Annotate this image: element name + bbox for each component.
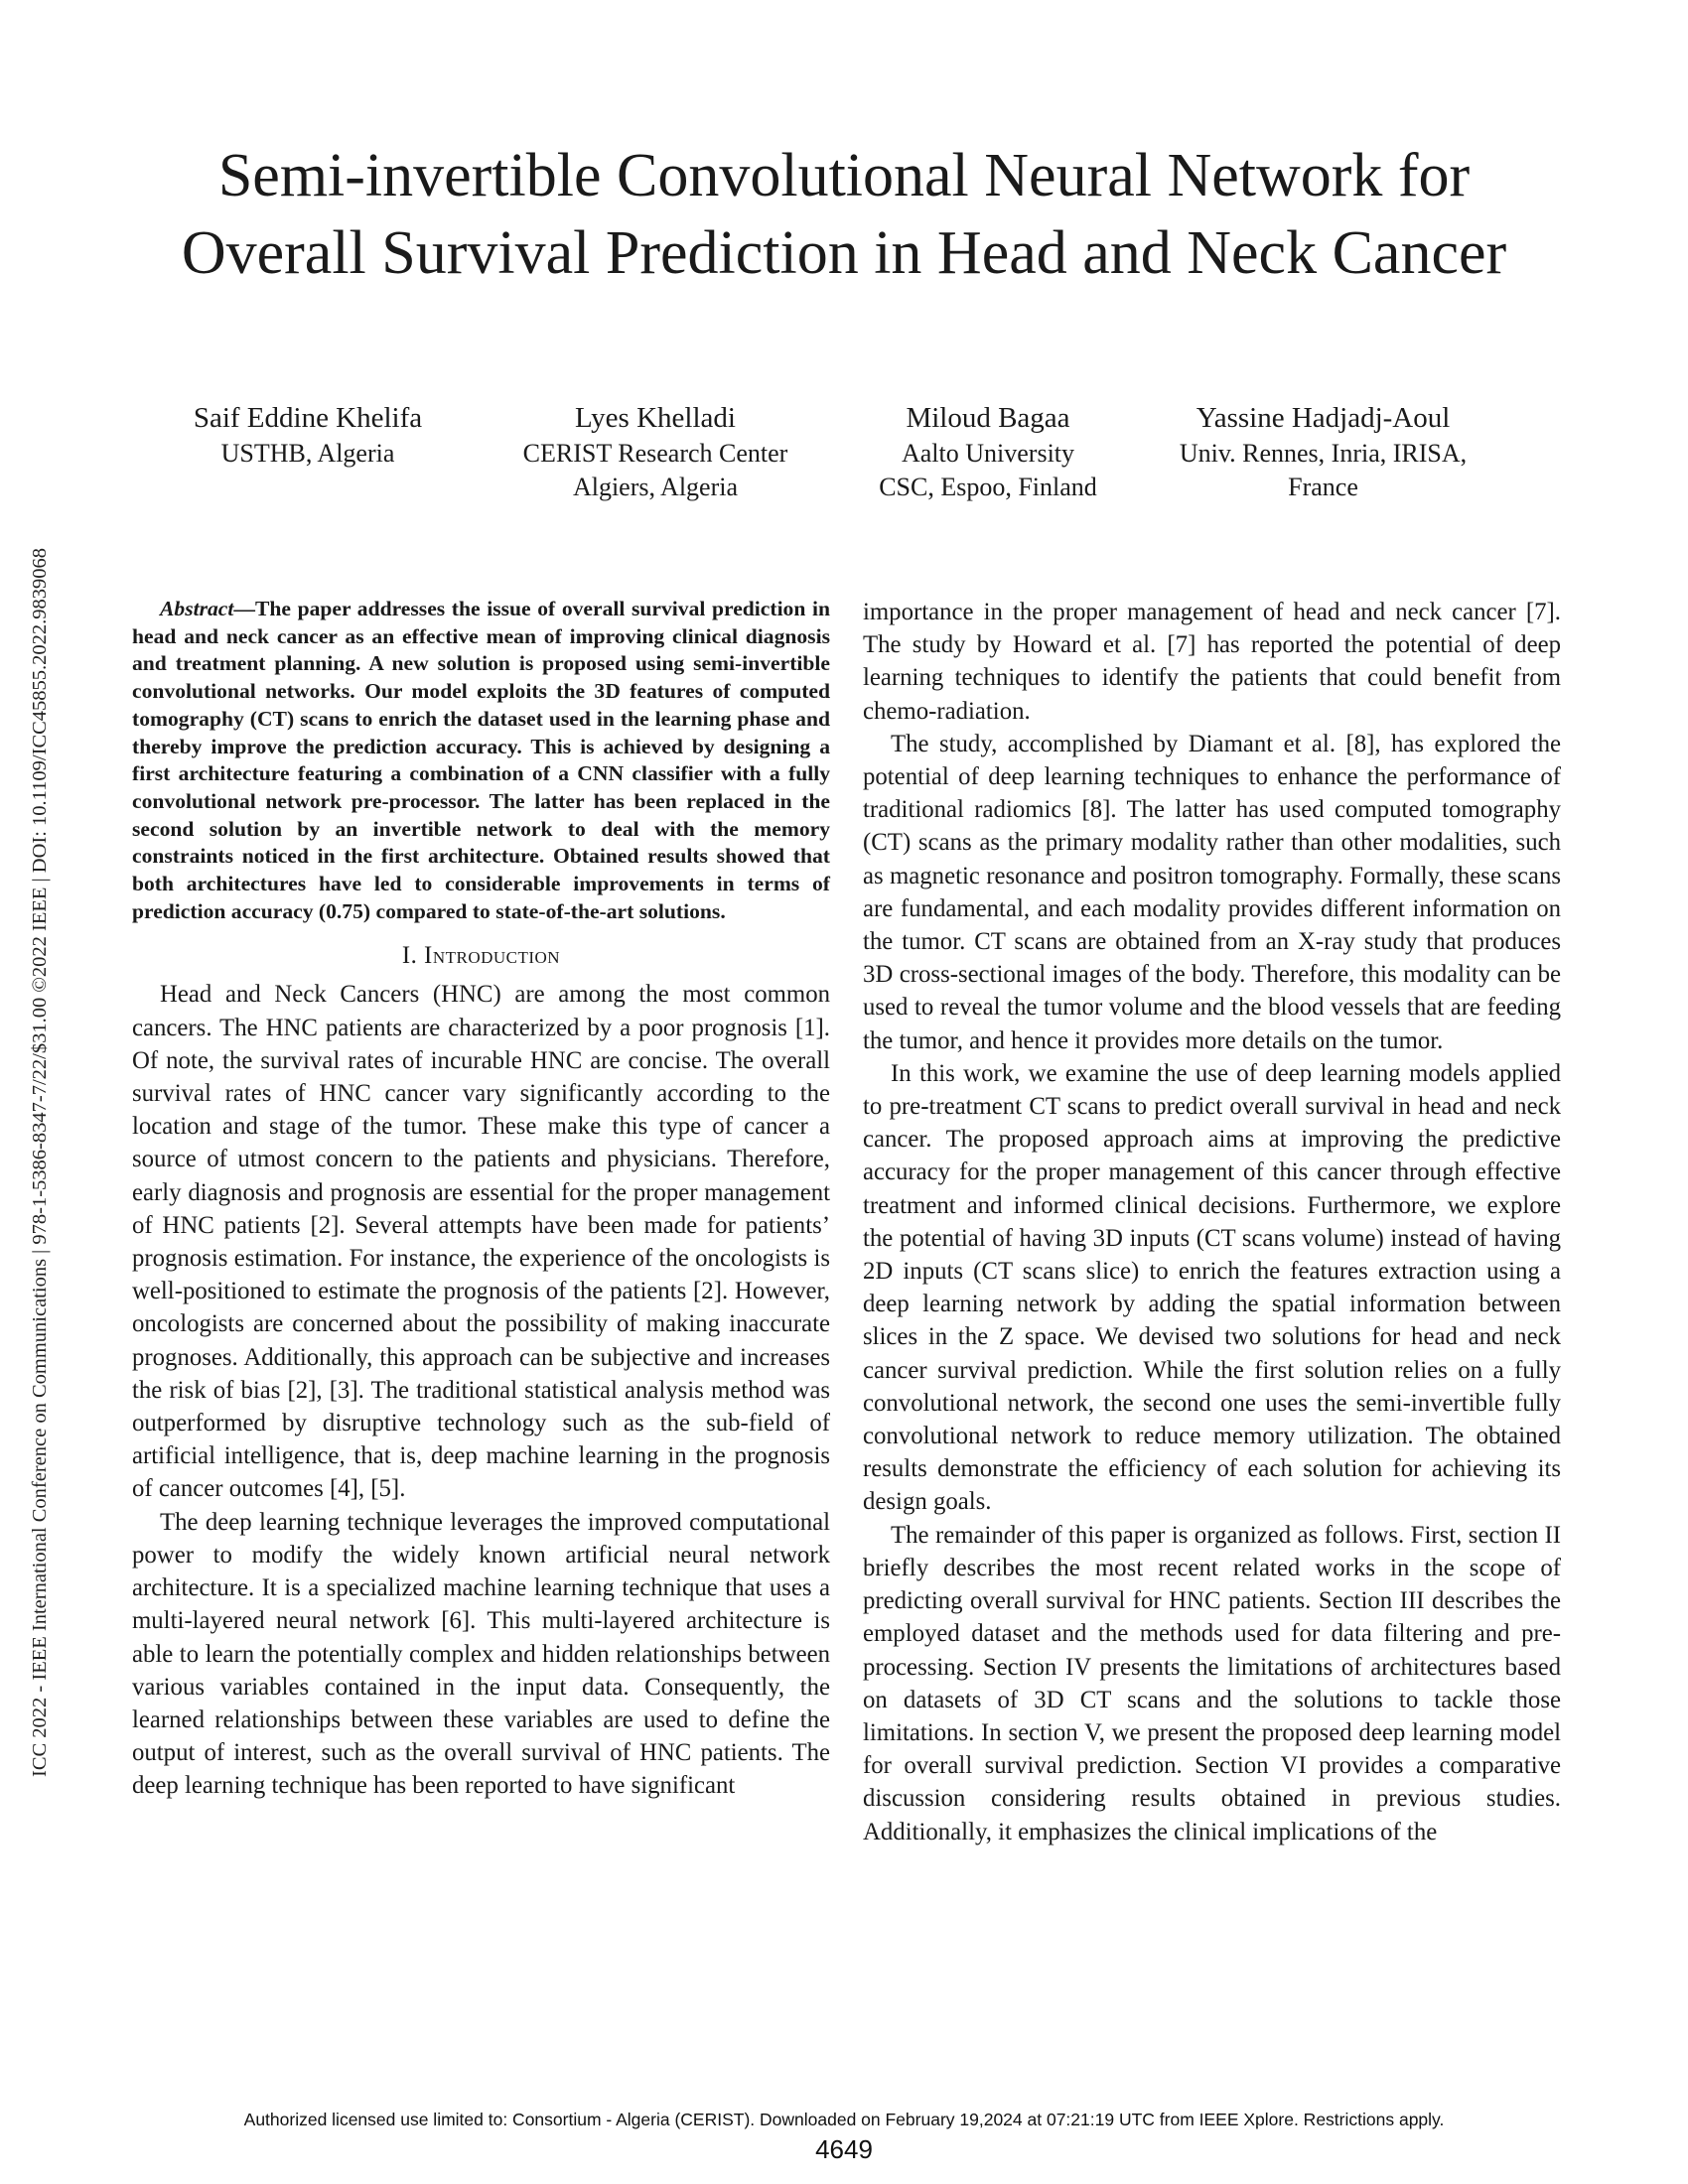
body-paragraph: The remainder of this paper is organized as follows. First, section II briefly describes the most recent related works in the scope of predicting overall survival for HNC patients. Section III describes the employed dataset and the methods used for data filtering and pre-processing. Section IV presents the limitations of architectures based on datasets of 3D CT scans and the solutions to tackle those limitations. In section V, we present the proposed deep learning model for overall survival prediction. Section VI provides a comparative discussion considering results obtained in previous studies. Additionally, it emphasizes the clinical implications of the xyxy=(863,1521,1561,1845)
author-4 xyxy=(1152,401,1494,504)
author-affiliation: Univ. Rennes, Inria, IRISA, xyxy=(1179,439,1468,468)
author-3 xyxy=(849,401,1127,504)
section-heading-introduction: I. Introduction xyxy=(401,942,561,970)
author-affiliation: USTHB, Algeria xyxy=(220,439,395,468)
author-affiliation-line2: CSC, Espoo, Finland xyxy=(879,473,1097,501)
author-affiliation: Aalto University xyxy=(901,439,1075,468)
author-name: Miloud Bagaa xyxy=(906,402,1070,434)
author-name: Yassine Hadjadj-Aoul xyxy=(1196,402,1451,434)
author-affiliation-line2: Algiers, Algeria xyxy=(572,473,739,501)
body-paragraph: In this work, we examine the use of deep learning models applied to pre-treatment CT scans to predict overall survival in head and neck cancer. The proposed approach aims at improving the predictive accuracy for the proper management of this cancer through effective treatment and informed clinical decisions. Furthermore, we explore the potential of having 3D inputs (CT scans volume) instead of having 2D inputs (CT scans slice) to enrich the features extraction using a deep learning network by adding the spatial information between slices in the Z space. We devised two solutions for head and neck cancer survival prediction. While the first solution relies on a fully convolutional network, the second one uses the semi-invertible fully convolutional network to reduce memory utilization. The obtained results demonstrate the efficiency of each solution for achieving its design goals. xyxy=(863,1059,1561,1516)
abstract-text: —The paper addresses the issue of overall survival prediction in head and neck cancer as an effective mean of improving clinical diagnosis and treatment planning. A new solution is proposed using semi-invertible convolutional networks. Our model exploits the 3D features of computed tomography (CT) scans to enrich the dataset used in the learning phase and thereby improve the prediction accuracy. This is achieved by designing a first architecture featuring a combination of a CNN classifier with a fully convolutional network pre-processor. The latter has been replaced in the second solution by an invertible network to deal with the memory constraints noticed in the first architecture. Obtained results showed that both architectures have led to considerable improvements in terms of prediction accuracy (0.75) compared to state-of-the-art solutions. xyxy=(132,597,830,923)
author-name: Saif Eddine Khelifa xyxy=(193,402,423,434)
body-paragraph: The study, accomplished by Diamant et al. [8], has explored the potential of deep learning techniques to enhance the performance of traditional radiomics [8]. The latter has used computed tomography (CT) scans as the primary modality rather than other modalities, such as magnetic resonance and positron tomography. Formally, these scans are fundamental, and each modality provides different information on the tumor. CT scans are obtained from an X-ray study that produces 3D cross-sectional images of the body. Therefore, this modality can be used to reveal the tumor volume and the blood vessels that are feeding the tumor, and hence it provides more details on the tumor. xyxy=(863,730,1561,1054)
author-affiliation-line2: France xyxy=(1288,473,1358,501)
author-affiliation: CERIST Research Center xyxy=(522,439,788,468)
author-2 xyxy=(496,401,814,504)
body-paragraph: Head and Neck Cancers (HNC) are among the most common cancers. The HNC patients are characterized by a poor prognosis [1]. Of note, the survival rates of incurable HNC are concise. The overall survival rates of HNC cancer vary significantly according to the location and stage of the tumor. These make this type of cancer a source of utmost concern to the patients and physicians. Therefore, early diagnosis and prognosis are essential for the proper management of HNC patients [2]. Several attempts have been made for patients’ prognosis estimation. For instance, the experience of the oncologists is well-positioned to estimate the prognosis of the patients [2]. However, oncologists are concerned about the possibility of making inaccurate prognoses. Additionally, this approach can be subjective and increases the risk of bias [2], [3]. The traditional statistical analysis method was outperformed by disruptive technology such as the sub-field of artificial intelligence, that is, deep machine learning in the prognosis of cancer outcomes [4], [5]. xyxy=(132,981,830,1503)
publication-info-sidebar: ICC 2022 - IEEE International Conference on Communications | 978-1-5386-8347-7/22/$31.00 ©2022 IEEE | DOI: 10.1109/ICC45855.2022.9839068 xyxy=(29,547,51,1777)
left-column xyxy=(132,596,830,1803)
page-number: 4649 xyxy=(815,2134,873,2164)
abstract xyxy=(132,596,830,925)
right-column xyxy=(863,596,1561,1848)
paper-title: Semi-invertible Convolutional Neural Network for Overall Survival Prediction in Head and Neck Cancer xyxy=(181,142,1507,287)
body-paragraph: importance in the proper management of head and neck cancer [7]. The study by Howard et al. [7] has reported the potential of deep learning techniques to identify the patients that could benefit from chemo-radiation. xyxy=(863,599,1561,725)
author-block xyxy=(0,401,1688,510)
abstract-lead: Abstract xyxy=(160,597,234,620)
author-1 xyxy=(169,401,447,471)
license-footer: Authorized licensed use limited to: Consortium - Algeria (CERIST). Downloaded on February 19,2024 at 07:21:19 UTC from IEEE Xplore. Restrictions apply. xyxy=(243,2110,1445,2129)
author-name: Lyes Khelladi xyxy=(575,402,736,434)
body-paragraph: The deep learning technique leverages the improved computational power to modify the widely known artificial neural network architecture. It is a specialized machine learning technique that uses a multi-layered neural network [6]. This multi-layered architecture is able to learn the potentially complex and hidden relationships between various variables contained in the input data. Consequently, the learned relationships between these variables are used to define the output of interest, such as the overall survival of HNC patients. The deep learning technique has been reported to have significant xyxy=(132,1508,830,1800)
